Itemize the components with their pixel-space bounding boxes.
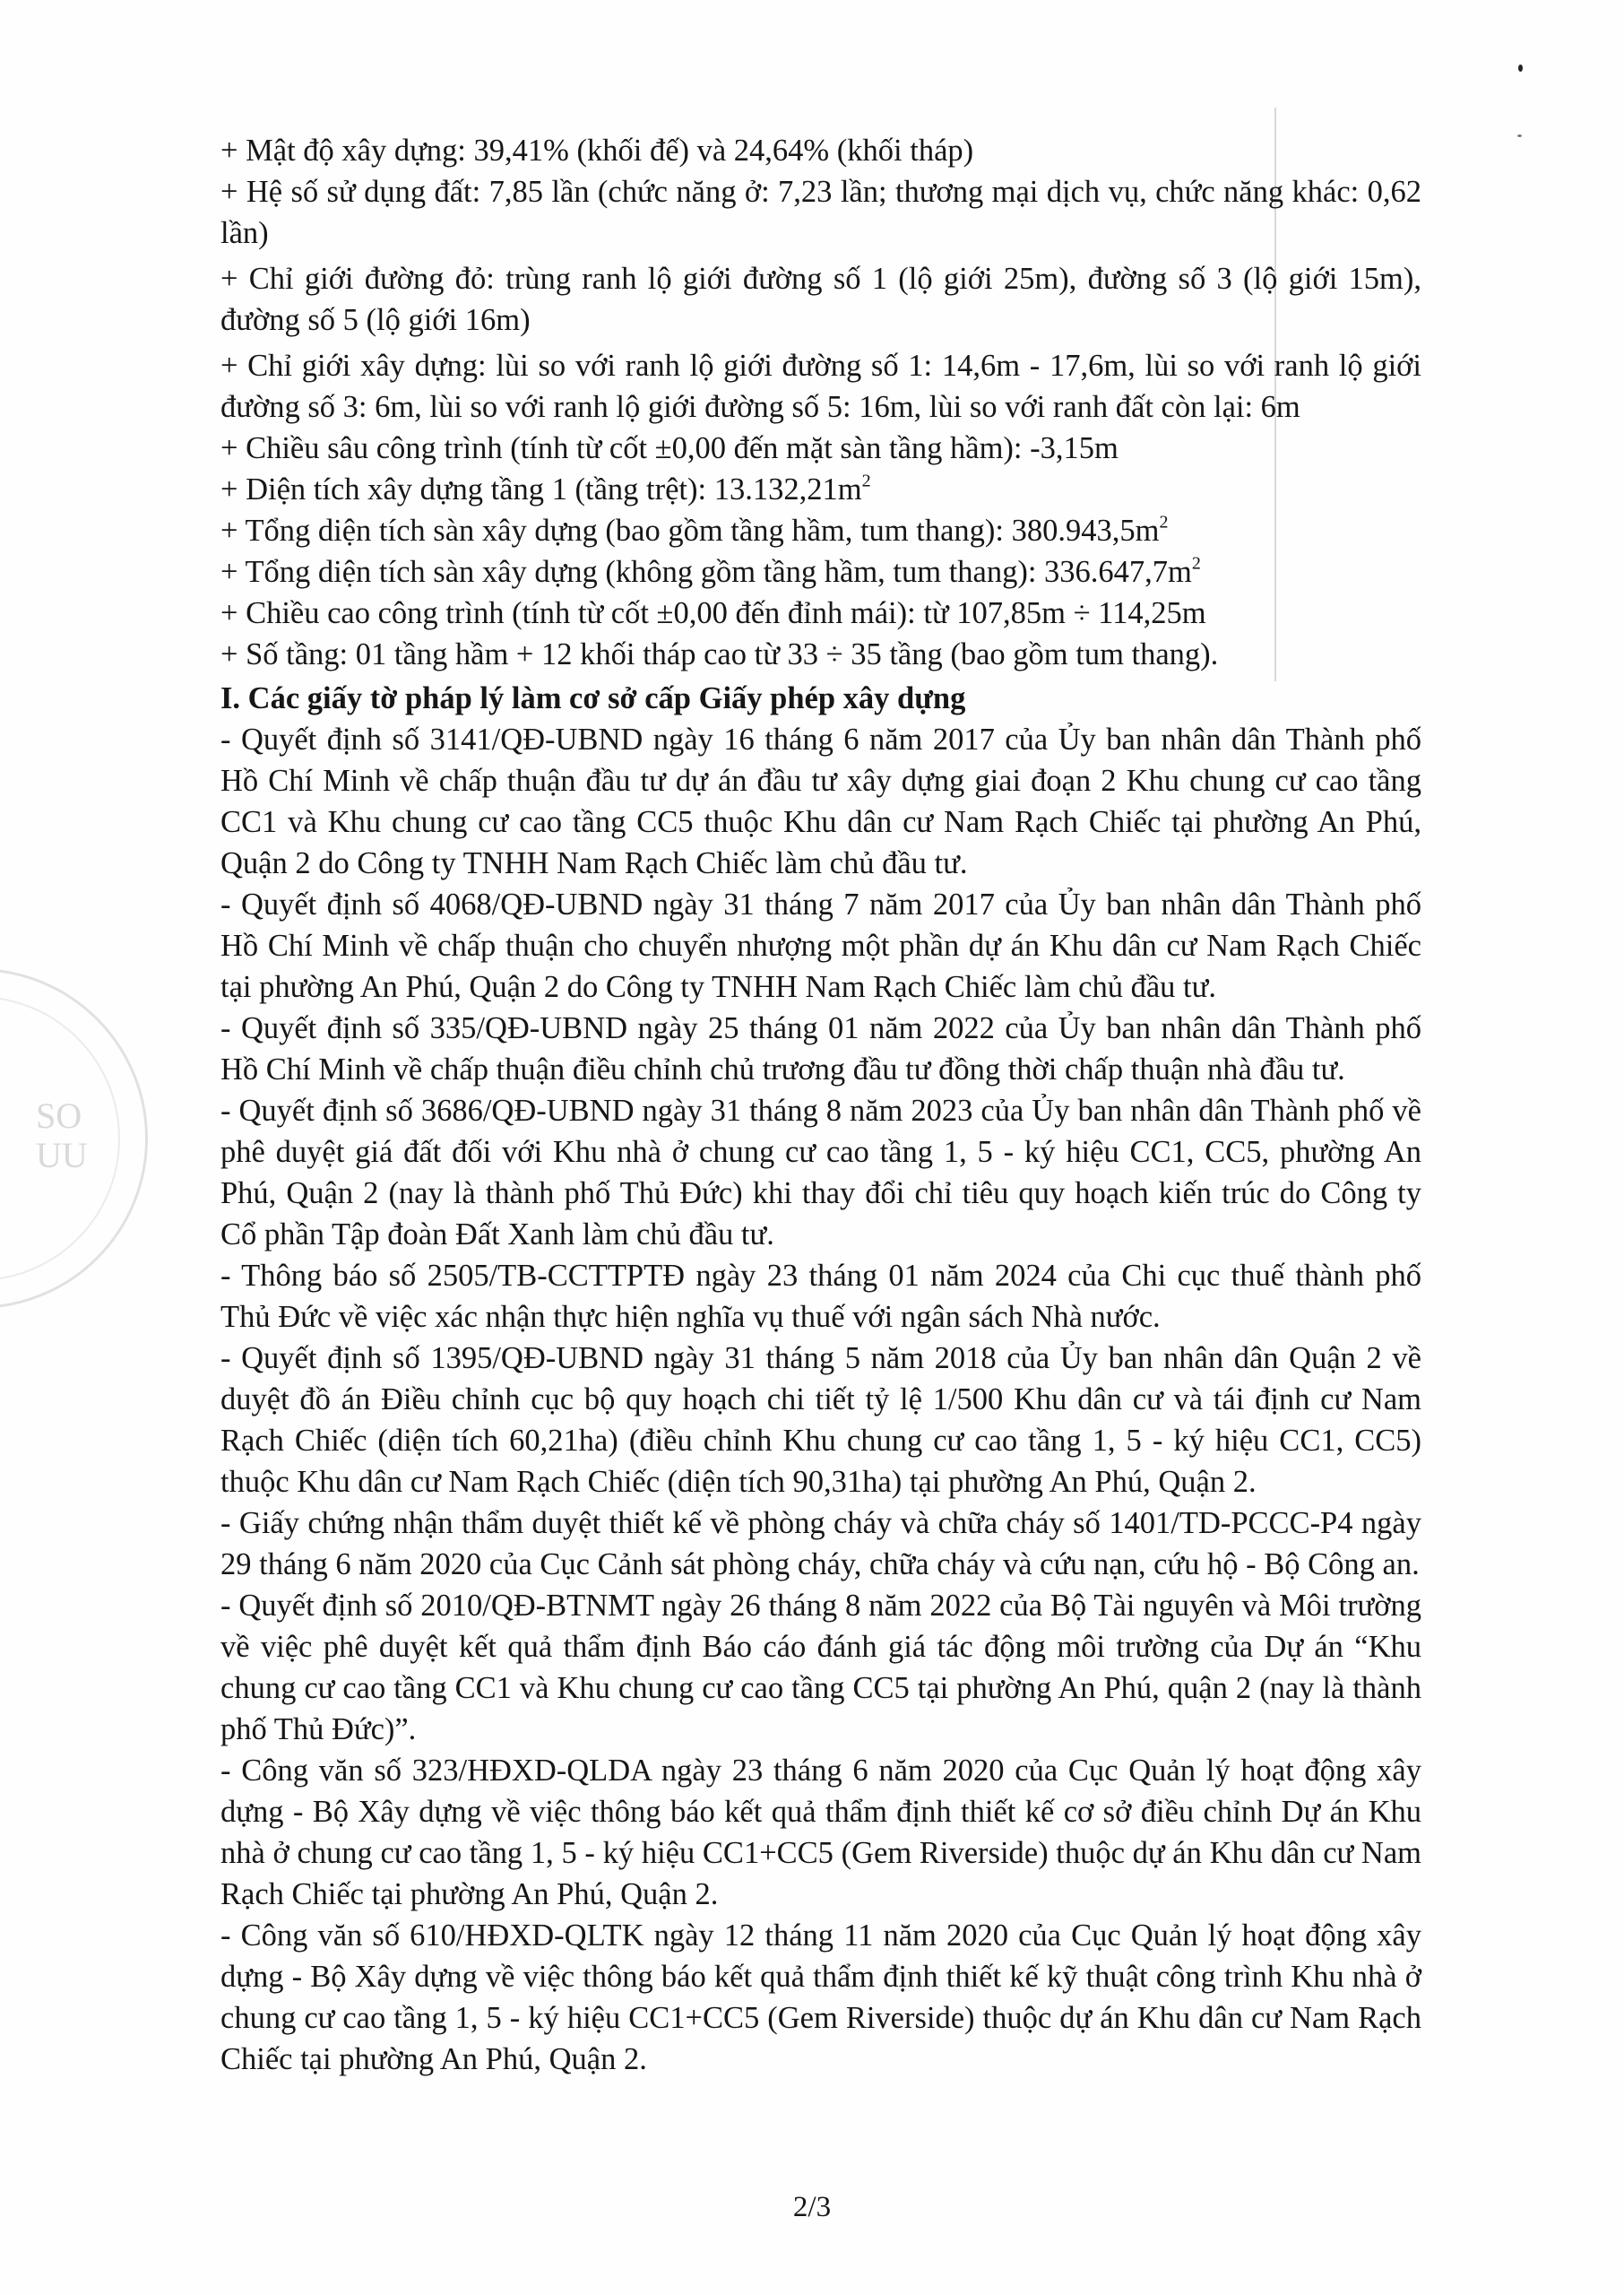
unit-superscript: 2 — [1159, 512, 1169, 533]
legal-document-item: - Quyết định số 3141/QĐ-UBND ngày 16 tháng 6 năm 2017 của Ủy ban nhân dân Thành phố Hồ Chí Minh về chấp thuận đầu tư dự án đầu tư xây dựng giai đoạn 2 Khu chung cư cao tầng CC1 và Khu chung cư cao tầng CC5 thuộc Khu dân cư Nam Rạch Chiếc tại phường An Phú, Quận 2 do Công ty TNHH Nam Rạch Chiếc làm chủ đầu tư. — [220, 723, 1421, 880]
spec-floor-count: + Số tầng: 01 tầng hầm + 12 khối tháp cao từ 33 ÷ 35 tầng (bao gồm tum thang). — [220, 637, 1219, 671]
scan-speck — [1518, 65, 1523, 72]
legal-document-item: - Quyết định số 4068/QĐ-UBND ngày 31 tháng 7 năm 2017 của Ủy ban nhân dân Thành phố Hồ Chí Minh về chấp thuận cho chuyển nhượng một phần dự án Khu dân cư Nam Rạch Chiếc tại phường An Phú, Quận 2 do Công ty TNHH Nam Rạch Chiếc làm chủ đầu tư. — [220, 888, 1421, 1004]
spec-red-boundary: + Chỉ giới đường đỏ: trùng ranh lộ giới đường số 1 (lộ giới 25m), đường số 3 (lộ giới 15m), đường số 5 (lộ giới 16m) — [220, 262, 1421, 337]
spec-total-floor-area-excl — [220, 551, 1421, 593]
legal-document-item: - Quyết định số 1395/QĐ-UBND ngày 31 tháng 5 năm 2018 của Ủy ban nhân dân Quận 2 về duyệt đồ án Điều chỉnh cục bộ quy hoạch chi tiết tỷ lệ 1/500 Khu dân cư và tái định cư Nam Rạch Chiếc (diện tích 60,21ha) (điều chỉnh Khu chung cư cao tầng 1, 5 - ký hiệu CC1, CC5) thuộc Khu dân cư Nam Rạch Chiếc (diện tích 90,31ha) tại phường An Phú, Quận 2. — [220, 1341, 1421, 1499]
legal-document-item: - Quyết định số 335/QĐ-UBND ngày 25 tháng 01 năm 2022 của Ủy ban nhân dân Thành phố Hồ Chí Minh về chấp thuận điều chỉnh chủ trương đầu tư đồng thời chấp thuận nhà đầu tư. — [220, 1011, 1421, 1087]
spec-total-floor-area-incl-text: + Tổng diện tích sàn xây dựng (bao gồm tầng hầm, tum thang): 380.943,5m — [220, 514, 1160, 548]
legal-document-item: - Thông báo số 2505/TB-CCTTPTĐ ngày 23 tháng 01 năm 2024 của Chi cục thuế thành phố Thủ Đức về việc xác nhận thực hiện nghĩa vụ thuế với ngân sách Nhà nước. — [220, 1259, 1421, 1334]
legal-document-item: - Công văn số 610/HĐXD-QLTK ngày 12 tháng 11 năm 2020 của Cục Quản lý hoạt động xây dựng - Bộ Xây dựng về việc thông báo kết quả thẩm định thiết kế kỹ thuật công trình Khu nhà ở chung cư cao tầng 1, 5 - ký hiệu CC1+CC5 (Gem Riverside) thuộc dự án Khu dân cư Nam Rạch Chiếc tại phường An Phú, Quận 2. — [220, 1918, 1421, 2076]
legal-document-item: - Quyết định số 3686/QĐ-UBND ngày 31 tháng 8 năm 2023 của Ủy ban nhân dân Thành phố về phê duyệt giá đất đối với Khu nhà ở chung cư cao tầng 1, 5 - ký hiệu CC1, CC5, phường An Phú, Quận 2 (nay là thành phố Thủ Đức) khi thay đổi chỉ tiêu quy hoạch kiến trúc do Công ty Cổ phần Tập đoàn Đất Xanh làm chủ đầu tư. — [220, 1094, 1421, 1251]
seal-stamp-text: SO UU — [36, 1096, 88, 1175]
unit-superscript: 2 — [861, 471, 871, 491]
spec-building-height: + Chiều cao công trình (tính từ cốt ±0,00 đến đỉnh mái): từ 107,85m ÷ 114,25m — [220, 596, 1206, 630]
legal-document-item: - Quyết định số 2010/QĐ-BTNMT ngày 26 tháng 8 năm 2022 của Bộ Tài nguyên và Môi trường về việc phê duyệt kết quả thẩm định Báo cáo đánh giá tác động môi trường của Dự án “Khu chung cư cao tầng CC1 và Khu chung cư cao tầng CC5 tại phường An Phú, quận 2 (nay là thành phố Thủ Đức)”. — [220, 1589, 1421, 1746]
section-heading: I. Các giấy tờ pháp lý làm cơ sở cấp Giấy phép xây dựng — [220, 681, 966, 715]
spec-building-density: + Mật độ xây dựng: 39,41% (khối đế) và 24,64% (khối tháp) — [220, 134, 974, 168]
legal-documents-list — [220, 719, 1421, 2080]
building-specifications — [220, 130, 1421, 675]
spec-total-floor-area-incl — [220, 510, 1421, 551]
legal-document-item: - Giấy chứng nhận thẩm duyệt thiết kế về phòng cháy và chữa cháy số 1401/TD-PCCC-P4 ngày 29 tháng 6 năm 2020 của Cục Cảnh sát phòng cháy, chữa cháy và cứu nạn, cứu hộ - Bộ Công an. — [220, 1506, 1421, 1581]
spec-basement-depth: + Chiều sâu công trình (tính từ cốt ±0,00 đến mặt sàn tầng hầm): -3,15m — [220, 431, 1119, 465]
unit-superscript: 2 — [1191, 553, 1201, 574]
seal-stamp — [0, 968, 148, 1309]
scan-speck — [1517, 134, 1522, 137]
spec-ground-floor-area-text: + Diện tích xây dựng tầng 1 (tầng trệt): 13.132,21m — [220, 472, 862, 507]
page-number: 2/3 — [792, 2191, 832, 2223]
document-body — [220, 130, 1421, 2080]
spec-land-use-coefficient: + Hệ số sử dụng đất: 7,85 lần (chức năng ở: 7,23 lần; thương mại dịch vụ, chức năng khác: 0,62 lần) — [220, 175, 1421, 250]
spec-total-floor-area-excl-text: + Tổng diện tích sàn xây dựng (không gồm tầng hầm, tum thang): 336.647,7m — [220, 555, 1192, 589]
spec-ground-floor-area — [220, 469, 1421, 510]
legal-document-item: - Công văn số 323/HĐXD-QLDA ngày 23 tháng 6 năm 2020 của Cục Quản lý hoạt động xây dựng - Bộ Xây dựng về việc thông báo kết quả thẩm định thiết kế cơ sở điều chỉnh Dự án Khu nhà ở chung cư cao tầng 1, 5 - ký hiệu CC1+CC5 (Gem Riverside) thuộc dự án Khu dân cư Nam Rạch Chiếc tại phường An Phú, Quận 2. — [220, 1754, 1421, 1911]
spec-construction-boundary: + Chỉ giới xây dựng: lùi so với ranh lộ giới đường số 1: 14,6m - 17,6m, lùi so với ranh lộ giới đường số 3: 6m, lùi so với ranh lộ giới đường số 5: 16m, lùi so với ranh đất còn lại: 6m — [220, 349, 1421, 424]
